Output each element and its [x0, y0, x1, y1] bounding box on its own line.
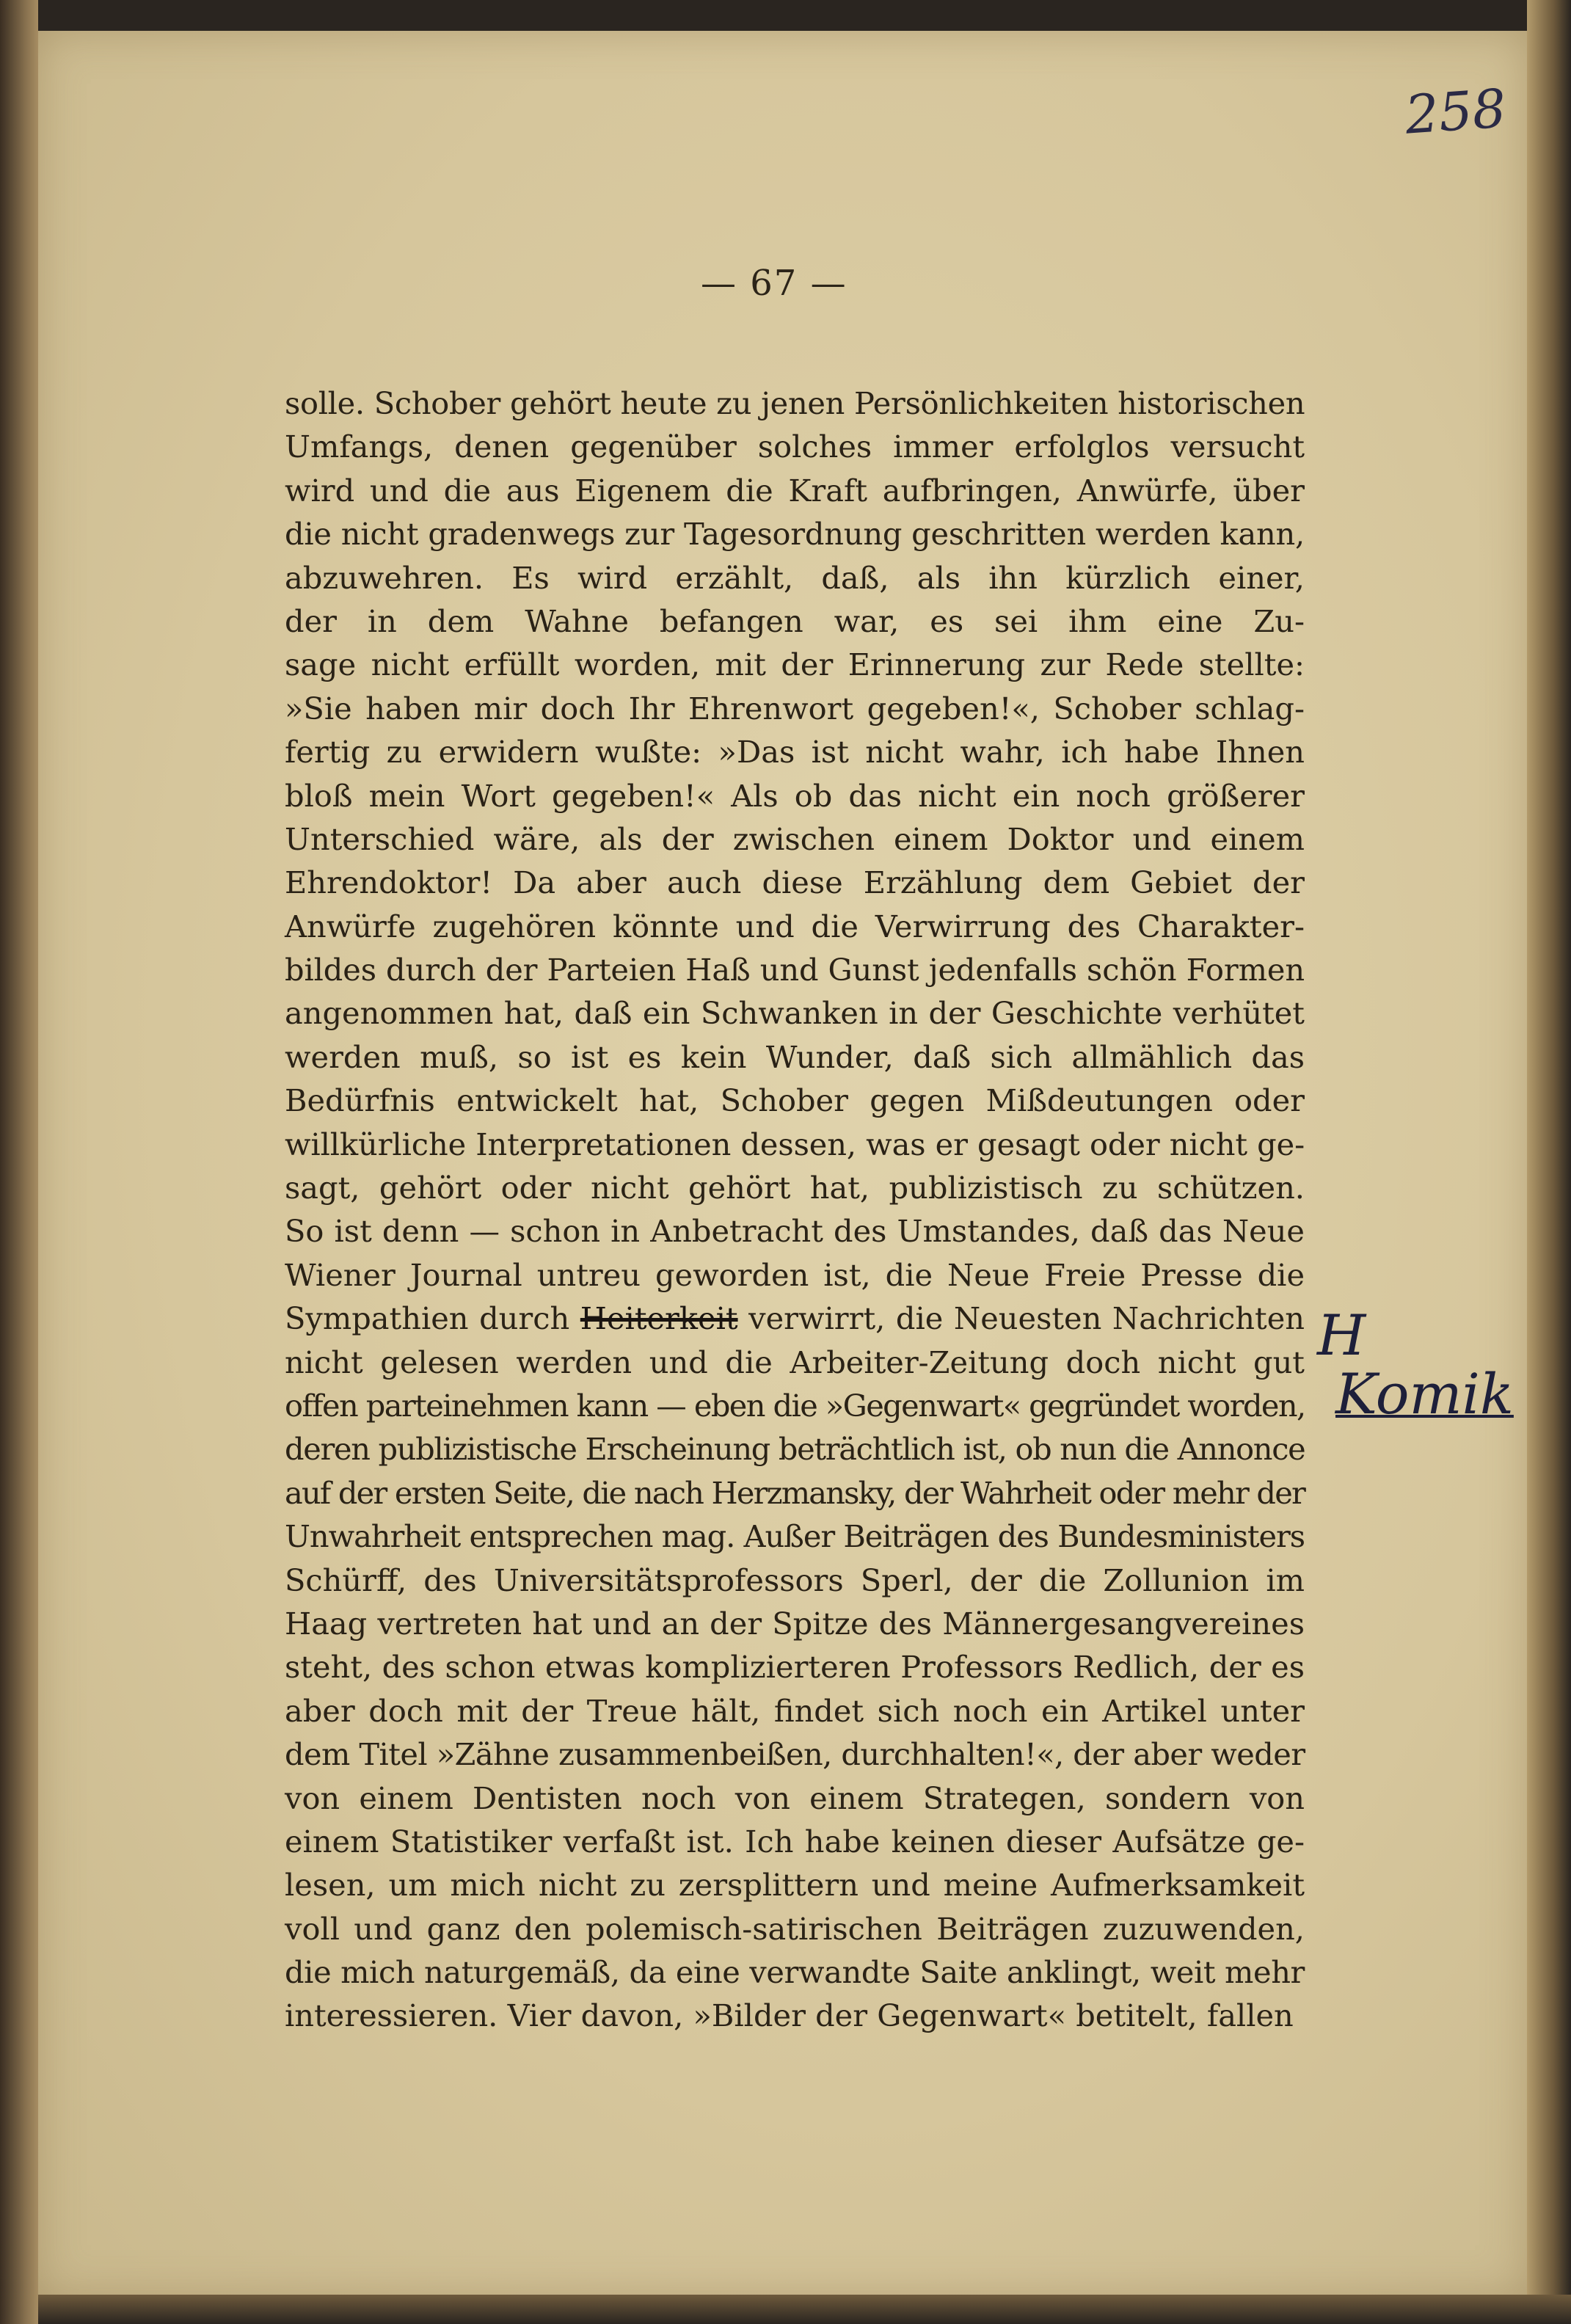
handwritten-margin-note-h: H [1317, 1303, 1366, 1368]
text-line: der in dem Wahne befangen war, es sei ihm eine Zu- [285, 602, 1305, 639]
book-spine [0, 0, 38, 2324]
text-line: abzuwehren. Es wird erzählt, daß, als ihn kürzlich einer, [285, 559, 1305, 596]
text-line: »Sie haben mir doch Ihr Ehrenwort gegeben!«, Schober schlag- [285, 690, 1305, 726]
handwritten-archive-number: 258 [1403, 77, 1509, 146]
text-line: die mich naturgemäß, da eine verwandte Saite anklingt, weit mehr [285, 1954, 1305, 1991]
text-line: So ist denn — schon in Anbetracht des Umstandes, daß das Neue [285, 1213, 1305, 1250]
struck-word: Heiterkeit [580, 1300, 738, 1337]
text-line: lesen, um mich nicht zu zersplittern und meine Aufmerksamkeit [285, 1867, 1305, 1904]
text-line: Haag vertreten hat und an der Spitze des Männergesangvereines [285, 1605, 1305, 1642]
text-line: voll und ganz den polemisch-satirischen Beiträgen zuzuwenden, [285, 1910, 1305, 1947]
text-line: deren publizistische Erscheinung beträchtlich ist, ob nun die Annonce [285, 1431, 1305, 1468]
page-right-edge [1527, 0, 1571, 2324]
text-line: Wiener Journal untreu geworden ist, die Neue Freie Presse die [285, 1256, 1305, 1293]
text-line: dem Titel »Zähne zusammenbeißen, durchhalten!«, der aber weder [285, 1736, 1305, 1773]
text-line: von einem Dentisten noch von einem Strategen, sondern von [285, 1780, 1305, 1816]
text-line: einem Statistiker verfaßt ist. Ich habe keinen dieser Aufsätze ge- [285, 1823, 1305, 1859]
text-line: bloß mein Wort gegeben!« Als ob das nicht ein noch größerer [285, 777, 1305, 814]
text-line: bildes durch der Parteien Haß und Gunst jedenfalls schön Formen [285, 952, 1305, 988]
text-line: offen parteinehmen kann — eben die »Gegenwart« gegründet worden, [285, 1387, 1305, 1424]
page-bottom-edge [38, 2295, 1571, 2324]
text-line: Bedürfnis entwickelt hat, Schober gegen Mißdeutungen oder [285, 1082, 1305, 1119]
text-fragment: Sympathien durch [285, 1300, 580, 1337]
text-line-with-strikethrough [285, 1297, 1305, 1340]
body-text [285, 382, 1305, 2038]
text-line: interessieren. Vier davon, »Bilder der Gegenwart« betitelt, fallen [285, 1997, 1294, 2034]
text-line: steht, des schon etwas komplizierteren Professors Redlich, der es [285, 1649, 1305, 1686]
text-line: fertig zu erwidern wußte: »Das ist nicht wahr, ich habe Ihnen [285, 734, 1305, 771]
text-line: werden muß, so ist es kein Wunder, daß sich allmählich das [285, 1038, 1305, 1075]
text-line: Ehrendoktor! Da aber auch diese Erzählung dem Gebiet der [285, 864, 1305, 901]
text-line: Schürff, des Universitätsprofessors Sperl, der die Zollunion im [285, 1562, 1305, 1598]
text-line: Umfangs, denen gegenüber solches immer erfolglos versucht [285, 429, 1305, 465]
text-line: Unterschied wäre, als der zwischen einem Doktor und einem [285, 820, 1305, 857]
text-line: sagt, gehört oder nicht gehört hat, publizistisch zu schützen. [285, 1170, 1305, 1206]
text-fragment: verwirrt, die Neuesten Nachrichten [737, 1300, 1305, 1337]
handwritten-margin-note-komik: Komik [1335, 1361, 1514, 1427]
text-line: auf der ersten Seite, die nach Herzmansky, der Wahrheit oder mehr der [285, 1474, 1305, 1511]
text-line: aber doch mit der Treue hält, findet sich noch ein Artikel unter [285, 1692, 1305, 1729]
text-line: Anwürfe zugehören könnte und die Verwirrung des Charakter- [285, 908, 1305, 944]
text-line: solle. Schober gehört heute zu jenen Persönlichkeiten historischen [285, 385, 1305, 421]
text-line: angenommen hat, daß ein Schwanken in der Geschichte verhütet [285, 995, 1305, 1032]
text-line: willkürliche Interpretationen dessen, was er gesagt oder nicht ge- [285, 1126, 1305, 1162]
text-line: sage nicht erfüllt worden, mit der Erinnerung zur Rede stellte: [285, 646, 1305, 683]
text-line: Unwahrheit entsprechen mag. Außer Beiträgen des Bundesministers [285, 1518, 1305, 1555]
text-line: wird und die aus Eigenem die Kraft aufbringen, Anwürfe, über [285, 472, 1305, 509]
text-line: die nicht gradenwegs zur Tagesordnung geschritten werden kann, [285, 516, 1305, 553]
text-line: nicht gelesen werden und die Arbeiter-Zeitung doch nicht gut [285, 1344, 1305, 1380]
page-number: — 67 — [701, 263, 848, 304]
